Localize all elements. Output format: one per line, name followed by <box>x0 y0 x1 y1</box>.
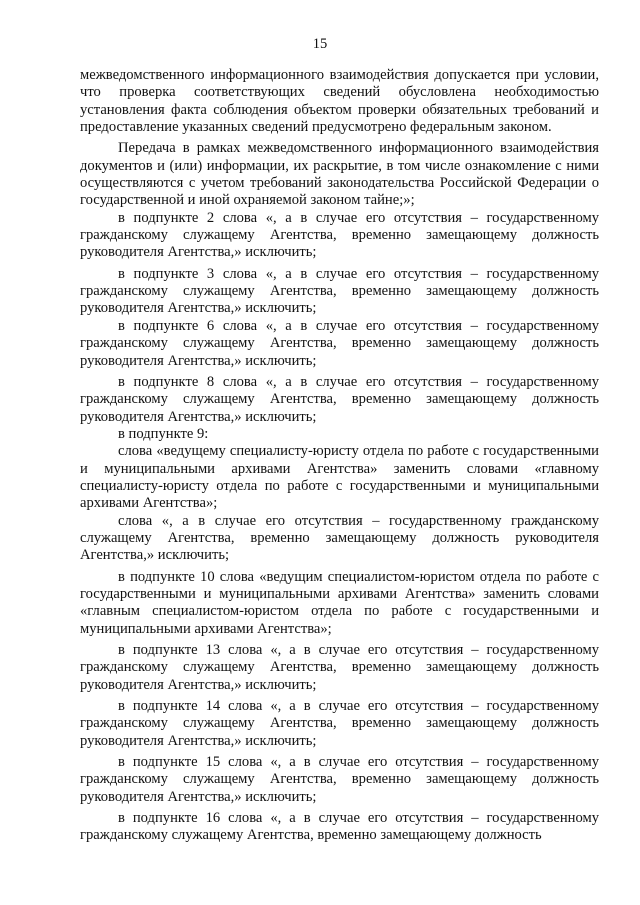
paragraph: в подпункте 10 слова «ведущим специалистом-юристом отдела по работе с государственными и муниципальными архивами Агентства» заменить словами «главным специалистом-юристом отдела по работе с государственными и муниципальными архивами Агентства»; <box>80 568 599 637</box>
paragraph: в подпункте 15 слова «, а в случае его отсутствия – государственному гражданскому служащему Агентства, временно замещающему должность руководителя Агентства,» исключить; <box>80 754 599 805</box>
paragraph: в подпункте 3 слова «, а в случае его отсутствия – государственному гражданскому служащему Агентства, временно замещающему должность руководителя Агентства,» исключить; <box>80 265 599 317</box>
paragraph: в подпункте 14 слова «, а в случае его отсутствия – государственному гражданскому служащему Агентства, временно замещающему должность руководителя Агентства,» исключить; <box>80 698 599 749</box>
page-number: 15 <box>312 36 328 52</box>
paragraph: в подпункте 13 слова «, а в случае его отсутствия – государственному гражданскому служащему Агентства, временно замещающему должность руководителя Агентства,» исключить; <box>80 642 599 693</box>
paragraph: слова «ведущему специалисту-юристу отдела по работе с государственными и муниципальными архивами Агентства» заменить словами «главному специалисту-юристу отдела по работе с государственными и муниципальными архивами Агентства»; <box>80 443 599 512</box>
paragraph: межведомственного информационного взаимодействия допускается при условии, что проверка соответствующих сведений обусловлена необходимостью установления факта соблюдения объектом проверки обязательных требований и предоставление указанных сведений предусмотрено федеральным законом. <box>80 67 599 136</box>
paragraph: в подпункте 9: <box>118 425 209 442</box>
paragraph: в подпункте 6 слова «, а в случае его отсутствия – государственному гражданскому служащему Агентства, временно замещающему должность руководителя Агентства,» исключить; <box>80 317 599 369</box>
document-body <box>80 67 599 845</box>
paragraph: в подпункте 8 слова «, а в случае его отсутствия – государственному гражданскому служащему Агентства, временно замещающему должность руководителя Агентства,» исключить; <box>80 373 599 425</box>
paragraph: в подпункте 2 слова «, а в случае его отсутствия – государственному гражданскому служащему Агентства, временно замещающему должность руководителя Агентства,» исключить; <box>80 209 599 261</box>
paragraph: в подпункте 16 слова «, а в случае его отсутствия – государственному гражданскому служащему Агентства, временно замещающему должность <box>80 810 599 844</box>
paragraph: слова «, а в случае его отсутствия – государственному гражданскому служащему Агентства, временно замещающему должность руководителя Агентства,» исключить; <box>80 512 599 564</box>
paragraph: Передача в рамках межведомственного информационного взаимодействия документов и (или) информации, их раскрытие, в том числе ознакомление с ними осуществляются с учетом требований законодательства Российской Федерации о государственной и иной охраняемой законом тайне;»; <box>80 140 599 209</box>
